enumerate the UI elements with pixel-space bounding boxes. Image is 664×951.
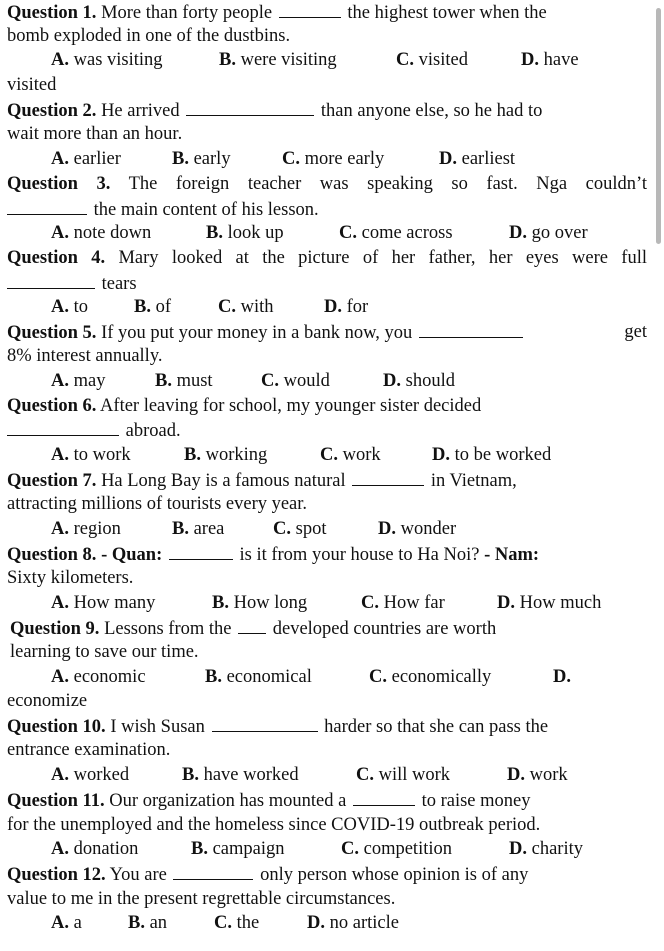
question-5-line-1: Question 5. If you put your money in a bank now, you get [7,322,647,343]
option-b[interactable]: B. campaign [191,839,285,859]
question-3-line-2: the main content of his lesson. [7,197,647,221]
question-5-options [7,369,647,393]
question-1-line-2: bomb exploded in one of the dustbins. [7,26,291,46]
option-d[interactable]: D. wonder [378,519,457,539]
option-a[interactable]: A. a [51,913,82,933]
answer-blank [186,98,314,116]
question-7-label: Question 7. [7,471,97,491]
option-c[interactable]: C. How far [361,593,445,613]
question-8-line-1: Question 8. - Quan: is it from your house to Ha Noi? - Nam: [7,542,647,566]
question-2-options [7,147,647,171]
question-10-line-1: Question 10. I wish Susan harder so that she can pass the [7,714,647,738]
option-d[interactable]: D. to be worked [432,445,552,465]
option-a[interactable]: A. economic [51,667,146,687]
question-9-line-1: Question 9. Lessons from the developed countries are worth [10,616,650,640]
option-a[interactable]: A. earlier [51,149,121,169]
question-11-options [7,837,647,861]
question-11-line-1: Question 11. Our organization has mounted a to raise money [7,788,647,812]
question-7-options [7,517,647,541]
question-6-line-1: Question 6. After leaving for school, my younger sister decided [7,396,482,416]
option-c[interactable]: C. work [320,445,381,465]
question-12-options [7,911,647,935]
option-a[interactable]: A. to work [51,445,131,465]
answer-blank [212,714,318,732]
option-b[interactable]: B. of [134,297,172,317]
question-1-options [7,48,647,72]
option-c[interactable]: C. competition [341,839,452,859]
option-a[interactable]: A. note down [51,223,152,243]
option-a[interactable]: A. donation [51,839,139,859]
question-11-label: Question 11. [7,791,105,811]
question-9-line-2: learning to save our time. [10,642,199,662]
question-1-text: the highest tower when the [347,3,547,23]
question-2-line-2: wait more than an hour. [7,124,183,144]
question-4-options [7,295,647,319]
option-d[interactable]: D. work [507,765,568,785]
question-6-label: Question 6. [7,396,97,416]
question-1-label: Question 1. [7,3,97,23]
option-b[interactable]: B. were visiting [219,50,337,70]
question-10-options [7,763,647,787]
option-b[interactable]: B. working [184,445,268,465]
question-5-label: Question 5. [7,323,97,343]
option-c[interactable]: C. come across [339,223,453,243]
option-b[interactable]: B. look up [206,223,284,243]
question-12-line-1: Question 12. You are only person whose opinion is of any [7,862,647,886]
question-5-line-2: 8% interest annually. [7,346,163,366]
question-9-option-wrap: economize [7,691,88,711]
option-d[interactable]: D. have [521,50,579,70]
option-d[interactable]: D. no article [307,913,399,933]
option-d[interactable]: D. charity [509,839,583,859]
option-c[interactable]: C. spot [273,519,327,539]
option-b[interactable]: B. early [172,149,231,169]
option-a[interactable]: A. may [51,371,106,391]
question-12-label: Question 12. [7,865,106,885]
option-c[interactable]: C. the [214,913,260,933]
question-8-options [7,591,647,615]
option-b[interactable]: B. an [128,913,168,933]
option-a[interactable]: A. How many [51,593,156,613]
option-b[interactable]: B. must [155,371,213,391]
question-4-line-2: tears [7,271,647,295]
question-4-line-1: Question 4. Mary looked at the picture of her father, her eyes were full [7,248,647,268]
question-8-label: Question 8. [7,545,97,565]
option-a[interactable]: A. worked [51,765,130,785]
answer-blank [173,862,253,880]
vertical-scrollbar[interactable] [656,8,661,244]
question-11-line-2: for the unemployed and the homeless since COVID-19 outbreak period. [7,815,541,835]
option-d[interactable]: D. go over [509,223,588,243]
option-d[interactable]: D. should [383,371,455,391]
option-d[interactable]: D. for [324,297,369,317]
option-c[interactable]: C. more early [282,149,385,169]
question-7-line-1: Question 7. Ha Long Bay is a famous natural in Vietnam, [7,468,647,492]
option-a[interactable]: A. to [51,297,89,317]
option-a[interactable]: A. was visiting [51,50,163,70]
answer-blank [169,542,233,560]
question-12-line-2: value to me in the present regrettable circumstances. [7,889,396,909]
question-6-options [7,443,647,467]
answer-blank [238,616,266,634]
answer-blank [279,0,341,18]
answer-blank [7,271,95,289]
question-10-label: Question 10. [7,717,106,737]
option-b[interactable]: B. economical [205,667,312,687]
question-4-label: Question 4. [7,248,106,268]
option-b[interactable]: B. How long [212,593,308,613]
option-b[interactable]: B. have worked [182,765,299,785]
option-c[interactable]: C. would [261,371,330,391]
question-10-line-2: entrance examination. [7,740,171,760]
option-d[interactable]: D. How much [497,593,602,613]
answer-blank [7,197,87,215]
question-8-line-2: Sixty kilometers. [7,568,134,588]
question-3-label: Question 3. [7,174,111,194]
question-1-option-wrap: visited [7,75,57,95]
question-6-line-2: abroad. [7,418,647,442]
option-c[interactable]: C. with [218,297,274,317]
answer-blank [352,468,424,486]
question-1-text: More than forty people [101,3,273,23]
question-2-line-1: Question 2. He arrived than anyone else, so he had to [7,98,647,122]
question-1-line-1 [7,0,647,24]
question-2-label: Question 2. [7,101,97,121]
answer-blank [7,418,119,436]
question-3-options [7,221,647,245]
option-b[interactable]: B. area [172,519,225,539]
answer-blank [419,320,523,338]
option-c[interactable]: C. economically [369,667,492,687]
question-9-label: Question 9. [10,619,100,639]
option-d[interactable]: D. earliest [439,149,516,169]
question-9-options [7,665,647,689]
speaker-quan: - Quan: [101,545,163,565]
question-7-line-2: attracting millions of tourists every year. [7,494,308,514]
option-a[interactable]: A. region [51,519,121,539]
option-d[interactable]: D. [553,667,571,687]
answer-blank [353,788,415,806]
speaker-nam: - Nam: [484,545,540,565]
option-c[interactable]: C. will work [356,765,451,785]
question-3-line-1: Question 3. The foreign teacher was speaking so fast. Nga couldn’t [7,174,647,194]
option-c[interactable]: C. visited [396,50,468,70]
